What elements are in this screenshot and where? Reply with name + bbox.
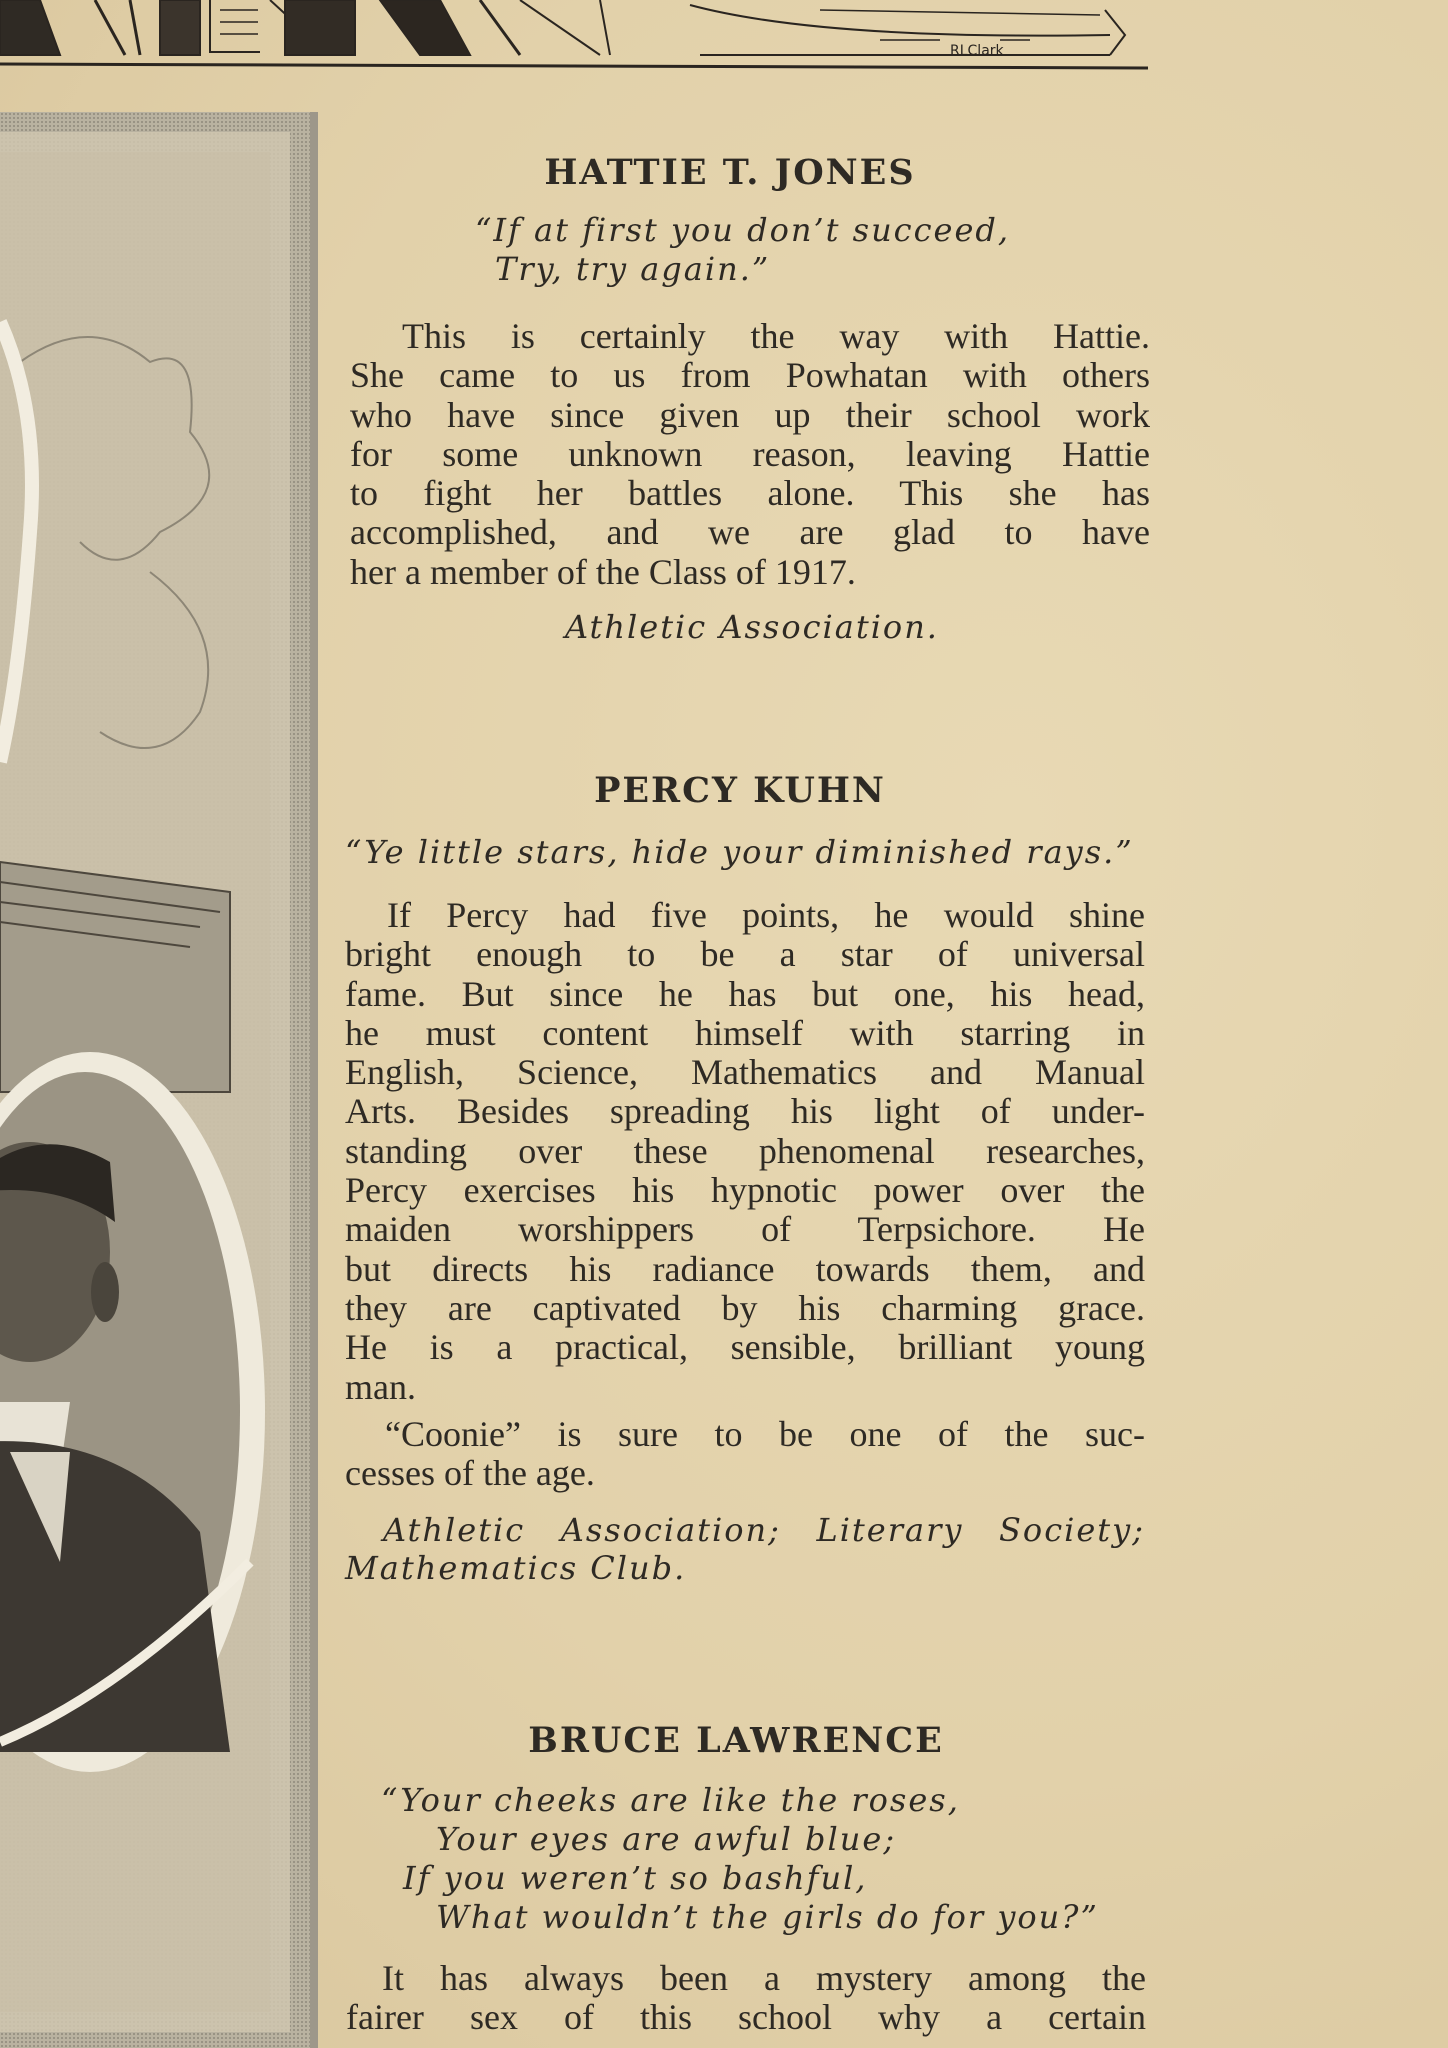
student-name: PERCY KUHN <box>594 770 886 811</box>
bio-line: her a member of the Class of 1917. <box>350 551 856 592</box>
student-name: HATTIE T. JONES <box>544 152 916 193</box>
quote-line: If you weren’t so bashful, <box>403 1859 868 1897</box>
bio-line: accomplished, and we are glad to have <box>350 512 1150 553</box>
quote-line: “Ye little stars, hide your diminished rays.” <box>345 833 1134 871</box>
bio-line: If Percy had five points, he would shine <box>387 895 1145 935</box>
bio-line: He is a practical, sensible, brilliant young <box>345 1327 1145 1368</box>
bio-line: they are captivated by his charming grace. <box>345 1287 1145 1328</box>
bio-line: to fight her battles alone. This she has <box>350 473 1150 514</box>
bio-line: She came to us from Powhatan with others <box>350 355 1150 396</box>
header-illustration <box>0 0 1150 72</box>
bio-line: fame. But since he has but one, his head, <box>345 973 1145 1014</box>
bio-line: Arts. Besides spreading his light of under- <box>345 1091 1145 1132</box>
bio-line: man. <box>345 1366 416 1407</box>
quote <box>475 211 1150 289</box>
bio-line: cesses of the age. <box>345 1453 595 1494</box>
bio-line: fairer sex of this school why a certain <box>346 1997 1146 2038</box>
activities-line: Athletic Association; Literary Society; <box>383 1511 1145 1550</box>
quote-line: Your eyes are awful blue; <box>436 1820 897 1858</box>
portrait-photo-panel <box>0 112 318 2048</box>
biography <box>345 896 1145 1407</box>
activities <box>345 1511 1145 1587</box>
bio-line: It has always been a mystery among the <box>382 1958 1146 1998</box>
biography <box>350 317 1150 592</box>
bio-line: Percy exercises his hypnotic power over the <box>345 1170 1145 1211</box>
biography-continued <box>345 1415 1145 1494</box>
quote <box>381 1781 1146 1937</box>
bio-line: maiden worshippers of Terpsichore. He <box>345 1209 1145 1250</box>
student-name: BRUCE LAWRENCE <box>528 1720 944 1761</box>
quote <box>345 833 1145 872</box>
entry-hattie-jones <box>350 152 1150 646</box>
quote-line: What wouldn’t the girls do for you?” <box>436 1898 1099 1936</box>
bio-line: who have since given up their school work <box>350 394 1150 435</box>
bio-line: he must content himself with starring in <box>345 1012 1145 1053</box>
bio-line: bright enough to be a star of universal <box>345 934 1145 975</box>
bio-line: This is certainly the way with Hattie. <box>402 316 1150 356</box>
biography <box>346 1959 1146 2038</box>
bio-line: for some unknown reason, leaving Hattie <box>350 433 1150 474</box>
bio-line: standing over these phenomenal researches, <box>345 1130 1145 1171</box>
bio-line: “Coonie” is sure to be one of the suc- <box>385 1413 1145 1454</box>
illustrator-signature: RLClark <box>950 43 1004 59</box>
entry-percy-kuhn <box>345 770 1145 1587</box>
quote-line: “If at first you don’t succeed, <box>475 211 1011 249</box>
quote-line: Try, try again.” <box>495 250 771 288</box>
quote-line: “Your cheeks are like the roses, <box>381 1781 960 1819</box>
activities-line: Mathematics Club. <box>345 1549 687 1588</box>
activities: Athletic Association. <box>565 608 939 647</box>
entry-bruce-lawrence <box>346 1720 1146 2038</box>
bio-line: English, Science, Mathematics and Manual <box>345 1052 1145 1093</box>
bio-line: but directs his radiance towards them, and <box>345 1248 1145 1289</box>
